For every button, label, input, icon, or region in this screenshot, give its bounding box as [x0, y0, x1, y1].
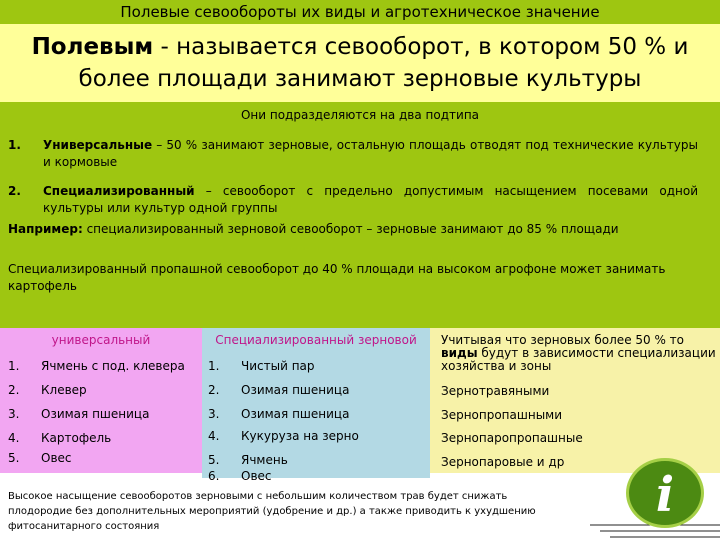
- list-number: 3.: [8, 407, 20, 421]
- list-text: Кукуруза на зерно: [241, 429, 359, 443]
- subtype-text: [43, 137, 698, 171]
- subtype-description: – севооборот с предельно допустимым насыщением посевами одной культуры или культур одной группы: [43, 184, 698, 215]
- example-label: Например:: [8, 222, 83, 236]
- example-text: специализированный зерновой севооборот – зерновые занимают до 85 % площади: [82, 222, 619, 236]
- list-number: 3.: [208, 407, 220, 421]
- list-text: Ячмень: [241, 453, 288, 467]
- page-title: Полевые севообороты их виды и агротехническое значение: [0, 0, 720, 24]
- list-text: Ячмень с под. клевера: [41, 359, 185, 373]
- grain-type-item: Зернопропашными: [441, 408, 563, 422]
- grain-type-item: Зернопаропропашные: [441, 431, 583, 445]
- info-icon: [626, 458, 704, 528]
- subtypes-section: [0, 102, 720, 328]
- list-number: 2.: [208, 383, 220, 397]
- list-number: 6.: [208, 469, 220, 483]
- list-text: Чистый пар: [241, 359, 315, 373]
- subtype-description: – 50 % занимают зерновые, остальную площадь отводят под технические культуры и кормовые: [43, 138, 698, 169]
- universal-rotation-title: универсальный: [51, 333, 151, 347]
- bottom-note: Высокое насыщение севооборотов зерновыми с небольшим количеством трав будет снижать плодородие без дополнительных мероприятий (удобрение и др.) а также приводить к ухудшению фитосанитарного состояния: [8, 491, 536, 532]
- grain-type-item: Зернопаровые и др: [441, 455, 565, 469]
- definition-line-1: [0, 32, 720, 62]
- subtype-text: [43, 183, 698, 217]
- list-number: 5.: [8, 451, 20, 465]
- subtype-term: Универсальные: [43, 138, 153, 152]
- list-number: 4.: [8, 431, 20, 445]
- list-text: Озимая пшеница: [41, 407, 150, 421]
- list-text: Клевер: [41, 383, 87, 397]
- list-text: Овес: [41, 451, 72, 465]
- universal-rotation-panel: [0, 328, 202, 473]
- list-text: Озимая пшеница: [241, 407, 350, 421]
- list-number: 5.: [208, 453, 220, 467]
- specialized-rotation-panel: [202, 328, 430, 483]
- subtype-term: Специализированный: [43, 184, 195, 198]
- intro-text: Учитывая что зерновых более 50 % то: [441, 333, 685, 347]
- pass-rotation-note: Специализированный пропашной севооборот до 40 % площади на высоком агрофоне может занимать картофель: [8, 262, 666, 293]
- list-number: 1.: [208, 359, 220, 373]
- list-text: Картофель: [41, 431, 112, 445]
- subtypes-intro: Они подразделяются на два подтипа: [240, 108, 480, 122]
- grain-rotation-types-panel: [430, 328, 720, 473]
- list-number: 4.: [208, 429, 220, 443]
- grain-type-item: Зернотравяными: [441, 384, 550, 398]
- specialized-rotation-title: Специализированный зерновой: [215, 333, 417, 347]
- example-line: [8, 221, 708, 238]
- list-number: 1.: [8, 359, 20, 373]
- list-text: Озимая пшеница: [241, 383, 350, 397]
- intro-text: будут в зависимости специализации хозяйства и зоны: [441, 346, 716, 373]
- intro-bold: виды: [441, 346, 478, 360]
- subtype-number: 2.: [8, 184, 21, 198]
- definition-text-1: - называется севооборот, в котором 50 % и: [153, 34, 689, 60]
- list-number: 2.: [8, 383, 20, 397]
- definition-line-2: более площади занимают зерновые культуры: [78, 66, 642, 92]
- grain-types-intro: [441, 334, 716, 373]
- info-glyph: i: [655, 467, 675, 523]
- list-text: Овес: [241, 469, 272, 483]
- definition-box: [0, 24, 720, 102]
- subtype-number: 1.: [8, 138, 21, 152]
- definition-term: Полевым: [31, 34, 154, 60]
